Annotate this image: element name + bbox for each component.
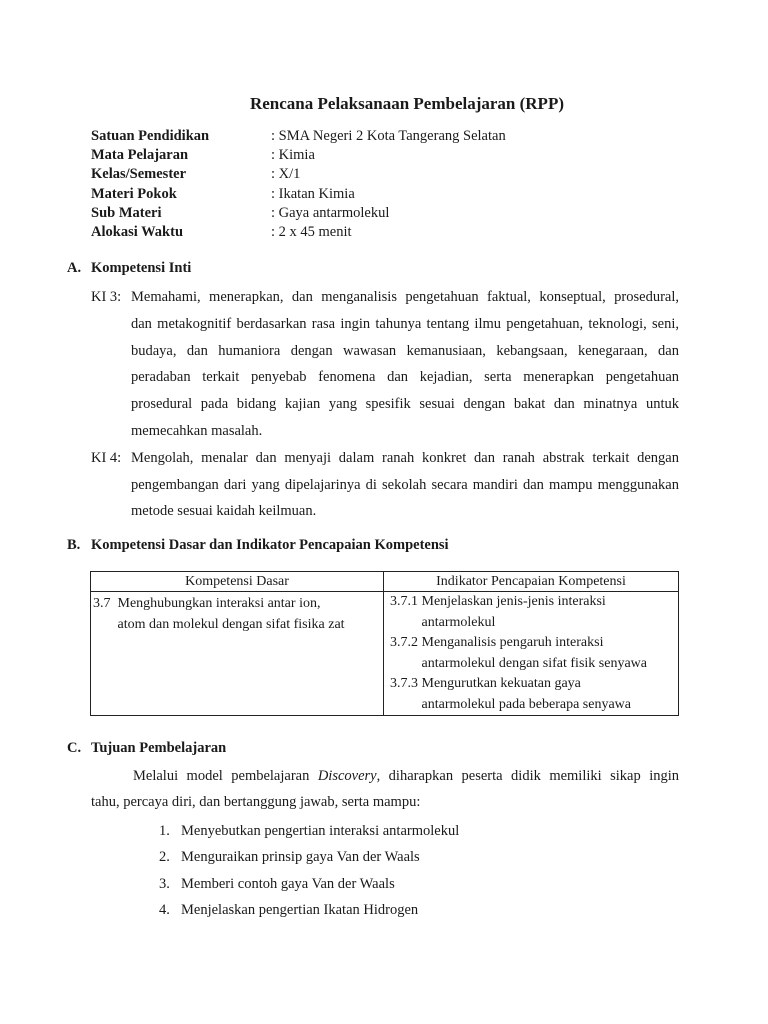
- info-value: : X/1: [271, 166, 301, 183]
- ki3-line: Memahami, menerapkan, dan menganalisis pengetahuan faktual, konseptual, prosedural,: [131, 289, 679, 305]
- indicator-line: antarmolekul: [390, 614, 496, 630]
- section-a-heading: [67, 260, 191, 277]
- info-value: : 2 x 45 menit: [271, 223, 352, 240]
- model-name: Discovery: [317, 768, 377, 784]
- indicator-line: 3.7.2 Menganalisis pengaruh interaksi: [390, 635, 604, 650]
- indicator-line: antarmolekul pada beberapa senyawa: [390, 696, 632, 712]
- info-row: [91, 223, 506, 242]
- section-letter: B.: [67, 537, 81, 553]
- list-text: Menyebutkan pengertian interaksi antarmolekul: [181, 823, 460, 839]
- table-header-kd: Kompetensi Dasar: [91, 572, 384, 592]
- table-header-row: [91, 572, 679, 592]
- kd-cell: [91, 592, 384, 716]
- list-item: [159, 900, 459, 926]
- ki4-label: KI 4:: [91, 450, 122, 466]
- list-number: 1.: [159, 823, 170, 839]
- info-label: Sub Materi: [91, 204, 162, 221]
- list-item: [159, 874, 459, 900]
- info-label: Kelas/Semester: [91, 166, 187, 183]
- table-row: [91, 592, 679, 716]
- info-value: : SMA Negeri 2 Kota Tangerang Selatan: [271, 128, 506, 144]
- section-letter: A.: [67, 260, 82, 276]
- info-row: [91, 146, 506, 165]
- info-row: [91, 127, 506, 146]
- info-label: Alokasi Waktu: [91, 223, 184, 240]
- indicator-line: 3.7.1 Menjelaskan jenis-jenis interaksi: [390, 594, 606, 609]
- indicator-line: 3.7.3 Mengurutkan kekuatan gaya: [390, 676, 581, 691]
- section-title: Kompetensi Inti: [91, 260, 192, 276]
- section-title: Tujuan Pembelajaran: [91, 740, 227, 756]
- section-letter: C.: [67, 740, 82, 756]
- kd-line: 3.7 Menghubungkan interaksi antar ion,: [93, 596, 321, 611]
- identity-block: [91, 127, 506, 242]
- ki3-line: memecahkan masalah.: [131, 423, 263, 439]
- objectives-list: [159, 821, 459, 927]
- ki3-line: budaya, dan humaniora dengan wawasan kemanusiaan, kebangsaan, kenegaraan, dan: [131, 343, 679, 359]
- ki3-line: prosedural pada bidang kajian yang spesifik sesuai dengan bakat dan minatnya untuk: [131, 396, 679, 412]
- list-number: 4.: [159, 902, 170, 919]
- intro-line: Melalui model pembelajaran Discovery, diharapkan peserta didik memiliki sikap ingin: [133, 768, 679, 784]
- table-header-indicator: Indikator Pencapaian Kompetensi: [384, 572, 679, 592]
- info-label: Materi Pokok: [91, 185, 177, 202]
- info-row: [91, 165, 506, 184]
- info-label: Satuan Pendidikan: [91, 128, 210, 144]
- section-title: Kompetensi Dasar dan Indikator Pencapaian Kompetensi: [91, 537, 449, 553]
- list-item: [159, 821, 459, 847]
- competency-table: [90, 571, 679, 716]
- info-value: : Gaya antarmolekul: [271, 204, 390, 221]
- list-text: Menjelaskan pengertian Ikatan Hidrogen: [181, 902, 419, 919]
- ki4-block: [91, 448, 679, 528]
- list-item: [159, 847, 459, 873]
- list-text: Memberi contoh gaya Van der Waals: [181, 875, 395, 892]
- ki3-line: dan metakognitif berdasarkan rasa ingin tahunya tentang ilmu pengetahuan, teknologi, seni,: [131, 316, 679, 332]
- list-number: 2.: [159, 849, 170, 866]
- section-c-heading: [67, 740, 226, 757]
- intro-line: tahu, percaya diri, dan bertanggung jawab, serta mampu:: [91, 794, 421, 810]
- objectives-intro: [91, 766, 679, 812]
- info-row: [91, 185, 506, 204]
- ki4-line: metode sesuai kaidah keilmuan.: [131, 503, 317, 519]
- kd-line: atom dan molekul dengan sifat fisika zat: [93, 616, 345, 632]
- document-title: Rencana Pelaksanaan Pembelajaran (RPP): [249, 94, 564, 113]
- ki3-line: peradaban terkait penyebab fenomena dan kejadian, serta menerapkan pengetahuan: [131, 369, 679, 385]
- list-text: Menguraikan prinsip gaya Van der Waals: [181, 849, 420, 866]
- info-value: : Ikatan Kimia: [271, 185, 355, 202]
- list-number: 3.: [159, 875, 170, 892]
- ki4-line: pengembangan dari yang dipelajarinya di sekolah secara mandiri dan mampu menggunakan: [131, 477, 679, 493]
- section-b-heading: [67, 537, 449, 554]
- ki3-label: KI 3:: [91, 289, 122, 305]
- ki3-block: [91, 287, 679, 447]
- indicator-cell: [384, 592, 679, 716]
- ki4-line: Mengolah, menalar dan menyaji dalam ranah konkret dan ranah abstrak terkait dengan: [131, 450, 679, 466]
- info-value: : Kimia: [271, 147, 315, 164]
- info-label: Mata Pelajaran: [91, 147, 189, 164]
- info-row: [91, 204, 506, 223]
- indicator-line: antarmolekul dengan sifat fisik senyawa: [390, 655, 647, 671]
